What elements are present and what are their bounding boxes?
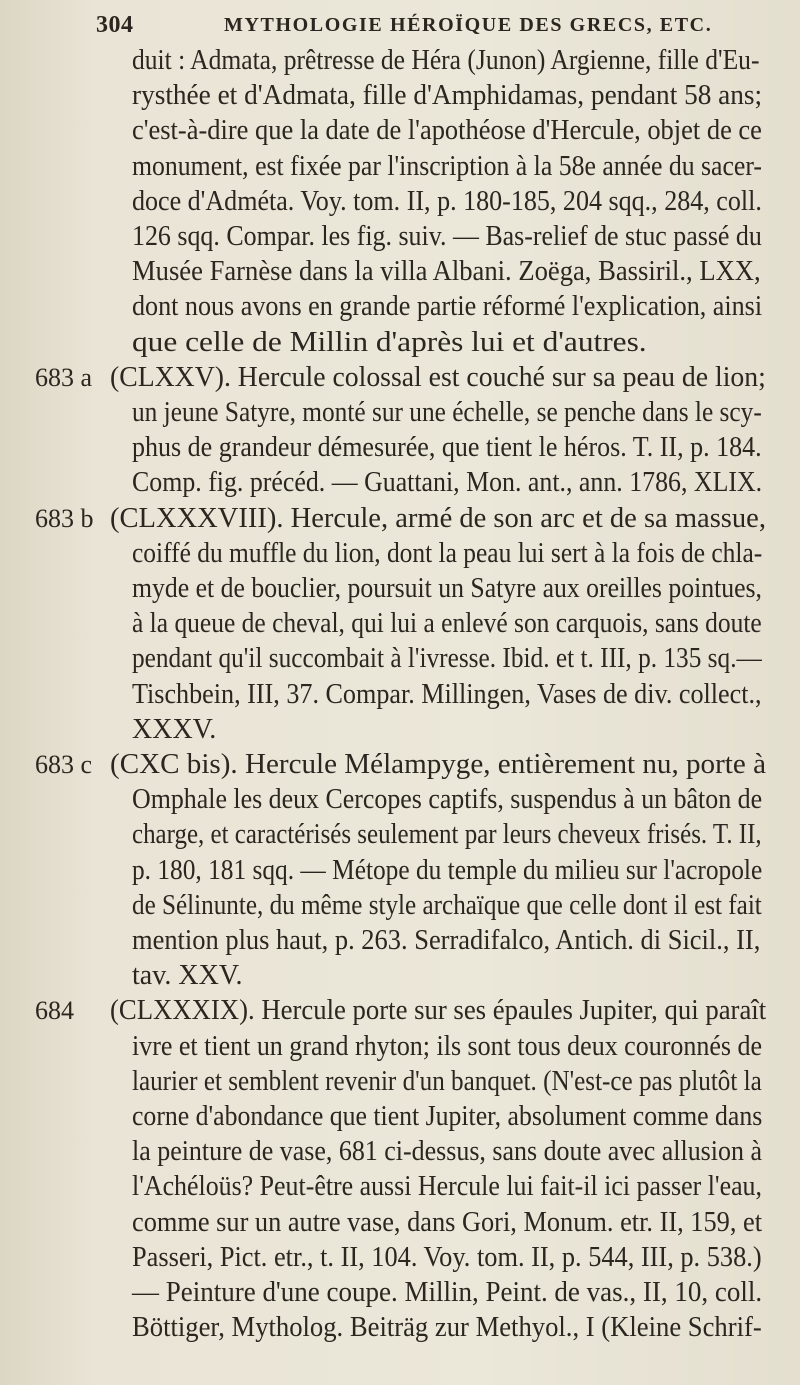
entry-number: 683 c [35, 750, 93, 779]
text-line [0, 676, 800, 714]
line-text: Omphale les deux Cercopes captifs, suspendus à un bâton de [132, 784, 763, 816]
line-text: charge, et caractérisés seulement par leurs cheveux frisés. T. II, [132, 819, 762, 851]
line-text: duit : Admata, prêtresse de Héra (Junon) Argienne, fille d'Eu- [132, 45, 760, 76]
line-text: myde et de bouclier, poursuit un Satyre aux oreilles pointues, [132, 573, 762, 604]
line-text: de Sélinunte, du même style archaïque que celle dont il est fait [132, 889, 762, 921]
line-text: ivre et tient un grand rhyton; ils sont tous deux couronnés de [132, 1030, 763, 1062]
text-line [0, 816, 800, 854]
line-text: coiffé du muffle du lion, dont la peau lui sert à la fois de chla- [132, 537, 763, 569]
line-text: Tischbein, III, 37. Compar. Millingen, Vases de div. collect., [132, 678, 762, 710]
line-text: tav. XXV. [132, 960, 243, 992]
text-line [0, 1239, 800, 1277]
line-text: comme sur un autre vase, dans Gori, Monum. etr. II, 159, et [132, 1206, 763, 1238]
text-line [0, 1063, 800, 1101]
text-line [0, 183, 800, 221]
line-text: doce d'Adméta. Voy. tom. II, p. 180-185, 204 sqq., 284, coll. [132, 185, 762, 217]
text-line [0, 1098, 800, 1136]
line-text: 126 sqq. Compar. les fig. suiv. — Bas-relief de stuc passé du [132, 221, 762, 252]
text-line [0, 922, 800, 960]
text-line [0, 1133, 800, 1171]
text-line [0, 605, 800, 643]
line-text: (CLXXV). Hercule colossal est couché sur sa peau de lion; [110, 361, 766, 393]
line-text: monument, est fixée par l'inscription à la 58e année du sacer- [132, 150, 763, 182]
line-text: un jeune Satyre, monté sur une échelle, se penche dans le scy- [132, 397, 762, 428]
text-line [0, 957, 800, 995]
running-title: MYTHOLOGIE HÉROÏQUE DES GRECS, ETC. [224, 14, 713, 36]
entry-number: 683 b [35, 503, 94, 533]
line-text: c'est-à-dire que la date de l'apothéose d'Hercule, objet de ce [132, 115, 762, 147]
line-text: que celle de Millin d'après lui et d'autres. [132, 326, 647, 358]
text-line [0, 324, 800, 362]
line-text: Passeri, Pict. etr., t. II, 104. Voy. tom. II, p. 544, III, p. 538.) [132, 1241, 762, 1273]
text-line [0, 464, 800, 502]
text-line [0, 253, 800, 291]
text-line [0, 42, 800, 80]
text-line [0, 500, 800, 538]
entry-number: 684 [35, 996, 74, 1026]
line-text: pendant qu'il succombait à l'ivresse. Ibid. et t. III, p. 135 sq.— [132, 643, 762, 675]
text-line [0, 1274, 800, 1312]
line-text: p. 180, 181 sqq. — Métope du temple du milieu sur l'acropole [132, 854, 763, 886]
text-line [0, 711, 800, 749]
text-line [0, 1309, 800, 1347]
text-line [0, 429, 800, 467]
line-text: rysthée et d'Admata, fille d'Amphidamas, pendant 58 ans; [132, 80, 763, 112]
line-text: Comp. fig. précéd. — Guattani, Mon. ant., ann. 1786, XLIX. [132, 467, 763, 499]
line-text: (CXC bis). Hercule Mélampyge, entièrement nu, porte à [110, 749, 766, 780]
text-line [0, 218, 800, 256]
line-text: corne d'abondance que tient Jupiter, absolument comme dans [132, 1101, 763, 1132]
page-header [96, 8, 736, 40]
line-text: Musée Farnèse dans la villa Albani. Zoëga, Bassiril., LXX, [132, 256, 761, 288]
text-line [0, 746, 800, 784]
line-text: laurier et semblent revenir d'un banquet. (N'est-ce pas plutôt la [132, 1065, 762, 1097]
entry-number: 683 a [35, 362, 93, 392]
line-text: phus de grandeur démesurée, que tient le héros. T. II, p. 184. [132, 432, 762, 464]
page-number: 304 [96, 12, 134, 38]
text-line [0, 570, 800, 608]
line-text: l'Achéloüs? Peut-être aussi Hercule lui fait-il ici passer l'eau, [132, 1171, 762, 1203]
text-line [0, 535, 800, 573]
text-line [0, 77, 800, 115]
text-line [0, 887, 800, 925]
line-text: XXXV. [132, 713, 217, 745]
text-line [0, 1168, 800, 1206]
line-text: (CLXXXIX). Hercule porte sur ses épaules Jupiter, qui paraît [110, 995, 767, 1027]
text-line [0, 1028, 800, 1066]
text-line [0, 112, 800, 150]
line-text: à la queue de cheval, qui lui a enlevé son carquois, sans doute [132, 608, 762, 640]
text-line [0, 852, 800, 890]
line-text: dont nous avons en grande partie réformé l'explication, ainsi [132, 291, 763, 323]
line-text: la peinture de vase, 681 ci-dessus, sans doute avec allusion à [132, 1136, 762, 1168]
line-text: mention plus haut, p. 263. Serradifalco, Antich. di Sicil., II, [132, 925, 761, 956]
line-text: (CLXXXVIII). Hercule, armé de son arc et de sa massue, [110, 502, 766, 534]
text-line [0, 148, 800, 186]
text-line [0, 1204, 800, 1242]
text-line [0, 359, 800, 397]
line-text: Böttiger, Mytholog. Beiträg zur Methyol., I (Kleine Schrif- [132, 1312, 762, 1344]
text-line [0, 394, 800, 432]
text-line [0, 640, 800, 678]
text-line [0, 992, 800, 1030]
line-text: — Peinture d'une coupe. Millin, Peint. de vas., II, 10, coll. [132, 1277, 763, 1308]
text-line [0, 288, 800, 326]
text-line [0, 781, 800, 819]
